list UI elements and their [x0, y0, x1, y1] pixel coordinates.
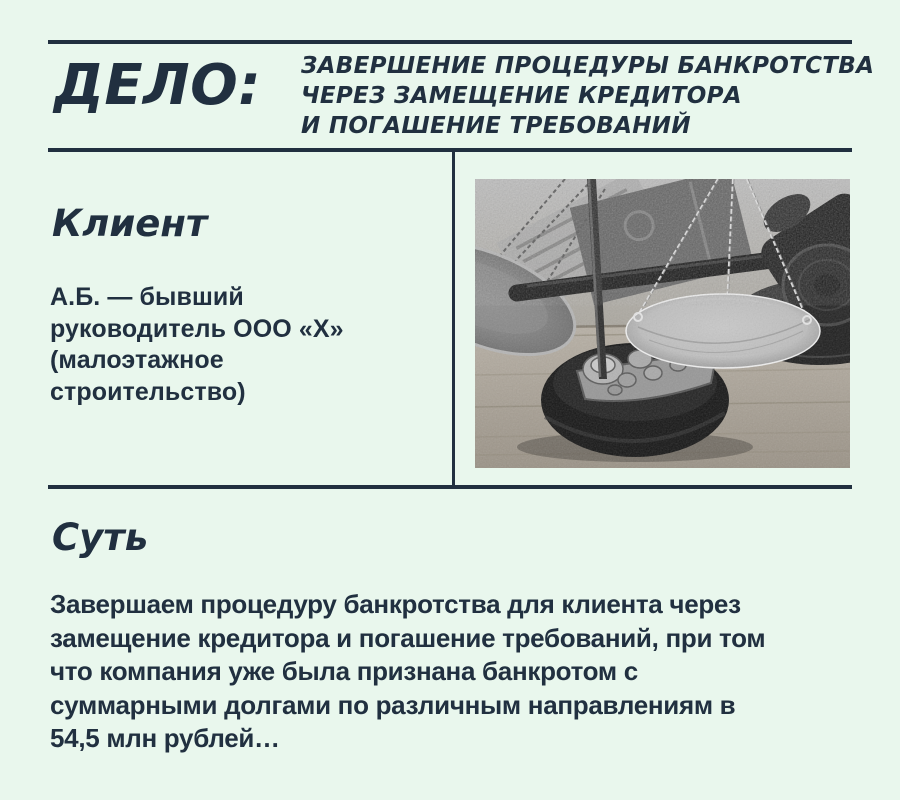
- column-divider: [452, 148, 455, 489]
- bottom-rule: [48, 485, 852, 489]
- client-description: А.Б. — бывший руководитель ООО «Х» (малоэтажное строительство): [50, 283, 344, 406]
- case-title-line-3: И ПОГАШЕНИЕ ТРЕБОВАНИЙ: [301, 113, 691, 139]
- case-label: ДЕЛО:: [54, 53, 262, 118]
- middle-rule: [48, 148, 852, 152]
- case-title-line-2: ЧЕРЕЗ ЗАМЕЩЕНИЕ КРЕДИТОРА: [301, 83, 742, 109]
- essence-body-text: Завершаем процедуру банкротства для клиента через замещение кредитора и погашение требований, при том что компания уже была признана банкротом с суммарными долгами по различным направлениям в 54,5 млн рублей…: [50, 589, 766, 753]
- justice-scales-gavel-illustration: [475, 179, 850, 468]
- top-rule: [48, 40, 852, 44]
- case-title-line-1: ЗАВЕРШЕНИЕ ПРОЦЕДУРЫ БАНКРОТСТВА: [301, 53, 875, 79]
- scales-gavel-photo: [475, 179, 850, 468]
- case-title: [301, 51, 874, 141]
- essence-heading: Суть: [52, 516, 149, 559]
- client-heading: Клиент: [52, 202, 208, 245]
